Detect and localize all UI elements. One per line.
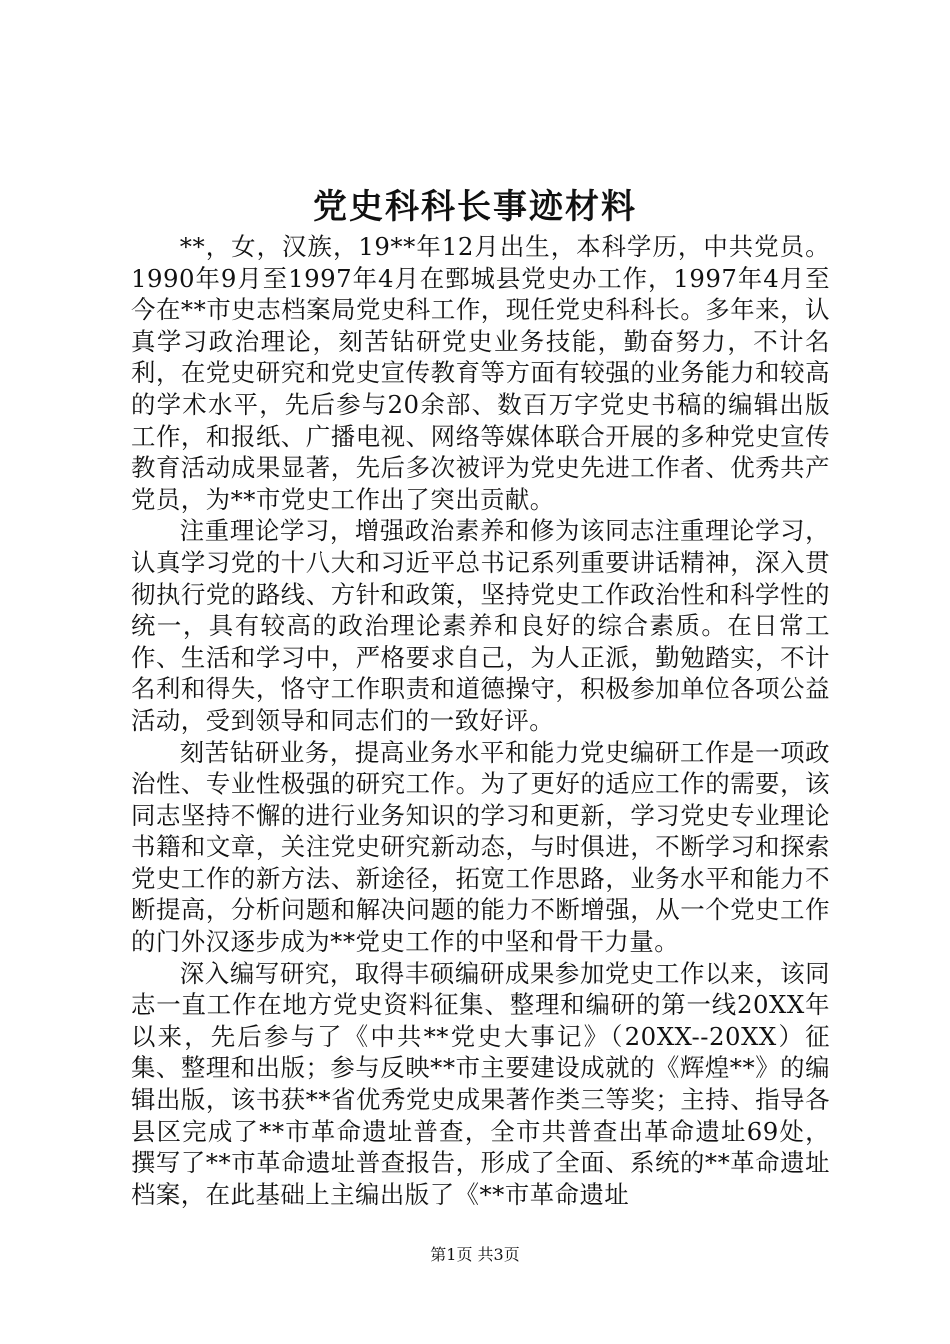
document-title: 党史科科长事迹材料 — [313, 187, 637, 227]
paragraph-business-study: 刻苦钻研业务，提高业务水平和能力党史编研工作是一项政治性、专业性极强的研究工作。为了更好的适应工作的需要，该同志坚持不懈的进行业务知识的学习和更新，学习党史专业理论书籍和文章，关注党史研究新动态，与时俱进，不断学习和探索党史工作的新方法、新途径，拓宽工作思路，业务水平和能力不断提高，分析问题和解决问题的能力不断增强，从一个党史工作的门外汉逐步成为**党史工作的中坚和骨干力量。 — [131, 737, 830, 957]
document-body — [131, 231, 830, 1210]
paragraph-theory-study: 注重理论学习，增强政治素养和修为该同志注重理论学习，认真学习党的十八大和习近平总书记系列重要讲话精神，深入贯彻执行党的路线、方针和政策，坚持党史工作政治性和科学性的统一，具有较高的政治理论素养和良好的综合素质。在日常工作、生活和学习中，严格要求自己，为人正派，勤勉踏实，不计名利和得失，恪守工作职责和道德操守，积极参加单位各项公益活动，受到领导和同志们的一致好评。 — [131, 516, 830, 735]
paragraph-research-results: 深入编写研究，取得丰硕编研成果参加党史工作以来，该同志一直工作在地方党史资料征集、整理和编研的第一线20XX年以来，先后参与了《中共**党史大事记》（20XX--20XX）征集、整理和出版；参与反映**市主要建设成就的《辉煌**》的编辑出版，该书获**省优秀党史成果著作类三等奖；主持、指导各县区完成了**市革命遗址普查，全市共普查出革命遗址69处，撰写了**市革命遗址普查报告，形成了全面、系统的**革命遗址档案，在此基础上主编出版了《**市革命遗址 — [131, 958, 830, 1209]
page-number-footer: 第1页 共3页 — [430, 1245, 520, 1264]
paragraph-intro: **，女，汉族，19**年12月出生，本科学历，中共党员。1990年9月至1997年4月在鄄城县党史办工作，1997年4月至今在**市史志档案局党史科工作，现任党史科科长。多年来，认真学习政治理论，刻苦钻研党史业务技能，勤奋努力，不计名利，在党史研究和党史宣传教育等方面有较强的业务能力和较高的学术水平，先后参与20余部、数百万字党史书稿的编辑出版工作，和报纸、广播电视、网络等媒体联合开展的多种党史宣传教育活动成果显著，先后多次被评为党史先进工作者、优秀共产党员，为**市党史工作出了突出贡献。 — [131, 232, 830, 514]
